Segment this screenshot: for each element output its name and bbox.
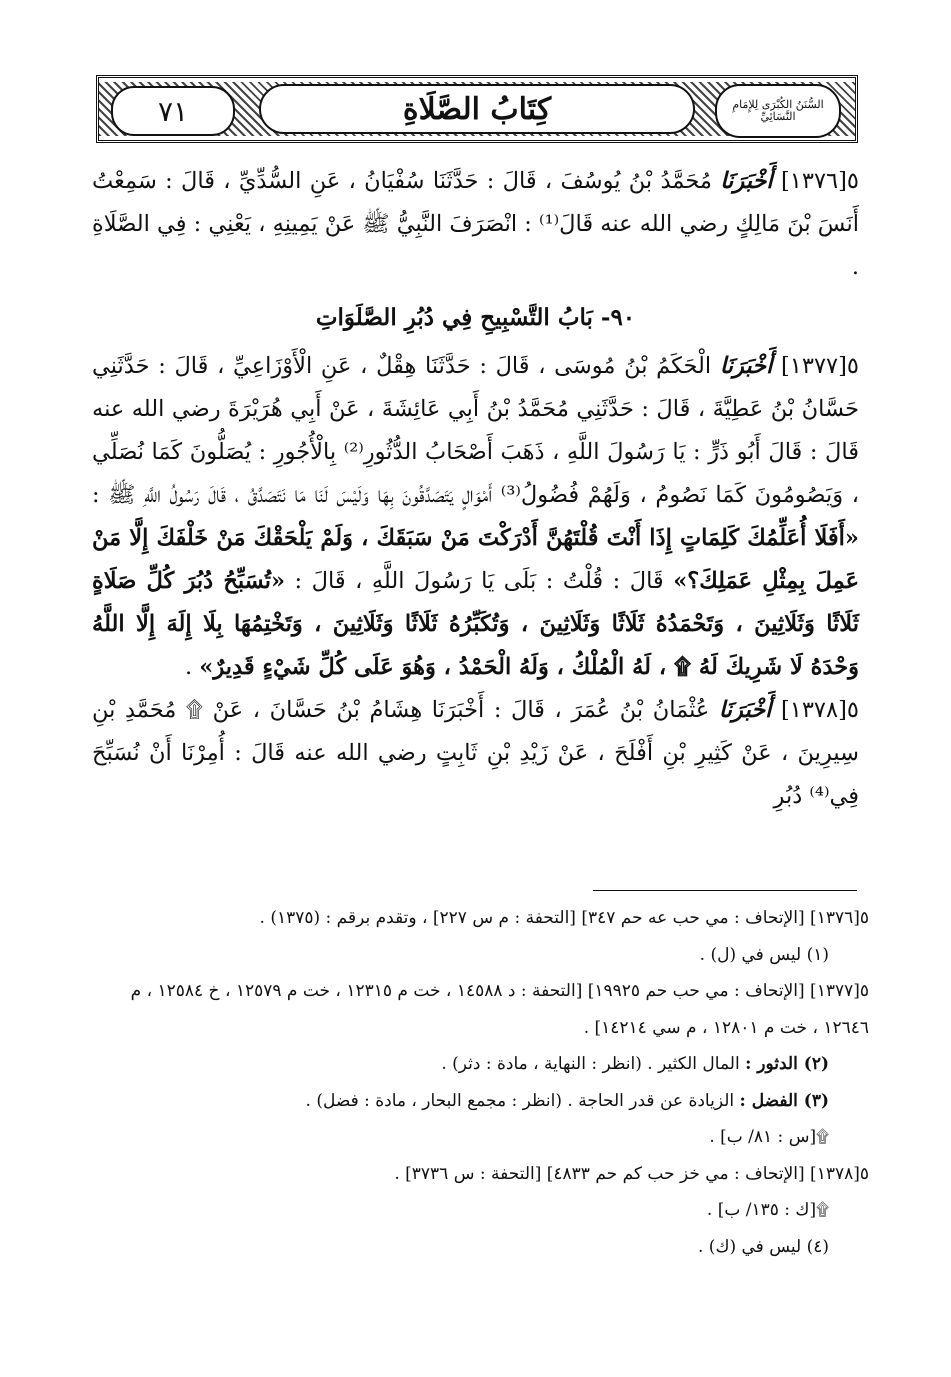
hadith-end: . (184, 654, 193, 680)
akhbarana: أَخْبَرَنَا (718, 697, 772, 723)
hadith-text: الْحَكَمُ بْنُ مُوسَى ، قَالَ : حَدَّثَنَا هِقْلٌ ، عَنِ الْأَوْزَاعِيِّ ، قَالَ : حَدَّثَنِي حَسَّانُ بْنُ عَطِيَّةَ ، قَالَ : حَدَّثَنِي مُحَمَّدُ بْنُ أَبِي عَائِشَةَ ، عَنْ أَبِي هُرَيْرَةَ رضي الله عنه قَالَ : قَالَ أَبُو ذَرٍّ : يَا رَسُولَ اللَّهِ ، ذَهَبَ أَصْحَابُ الدُّثُورِ⁽²⁾ بِالْأُجُورِ : يُصَلُّونَ كَمَا نُصَلِّي ، وَيَصُومُونَ كَمَا نَصُومُ ، وَلَهُمْ فُضُولُ⁽³⁾ أَمْوَالٍ يَتَصَدَّقُونَ بِهَا وَلَيْسَ لَنَا مَا نَتَصَدَّقُ ، قَالَ رَسُولُ اللَّهِ ﷺ : (92, 353, 859, 508)
footnote (92, 900, 869, 937)
footnote-text: ۩[س : ٨١/ ب] . (709, 1127, 829, 1147)
footnote-term: (٣) الفضل : (739, 1090, 829, 1111)
footnote-divider (593, 890, 857, 891)
hadith-number: ٥[١٣٧٦] (781, 168, 859, 194)
footnote-text: ٥[١٣٧٨] [الإتحاف : مي خز حب كم حم ٤٨٣٣] [التحفة : س ٣٧٣٦] . (394, 1163, 869, 1184)
footnote-text: المال الكثير . (انظر : النهاية ، مادة : دثر) . (441, 1054, 740, 1074)
akhbarana: أَخْبَرَنَا (719, 353, 773, 379)
page-header (96, 75, 858, 143)
footnote (92, 1046, 869, 1083)
prophet-saying: «تُسَبِّحُ دُبُرَ كُلِّ صَلَاةٍ ثَلَاثًا وَثَلَاثِينَ ، وَتَحْمَدُهُ ثَلَاثًا وَثَلَاثِينَ ، وَتُكَبِّرُهُ ثَلَاثًا وَثَلَاثِينَ ، وَتَخْتِمُهَا بِلَا إِلَهَ إِلَّا اللَّهُ وَحْدَهُ لَا شَرِيكَ لَهُ ۩ ، لَهُ الْمُلْكُ ، وَلَهُ الْحَمْدُ ، وَهُوَ عَلَى كُلِّ شَيْءٍ قَدِيرٌ» (92, 568, 859, 680)
footnote-text: الزيادة عن قدر الحاجة . (انظر : مجمع البحار ، مادة : فضل) . (305, 1090, 735, 1111)
prophet-saying: «أَفَلَا أُعَلِّمُكَ كَلِمَاتٍ إِذَا أَنْتَ قُلْتَهُنَّ أَدْرَكْتَ مَنْ سَبَقَكَ ، وَلَمْ يَلْحَقْكَ مَنْ خَلْفَكَ إِلَّا مَنْ عَمِلَ بِمِثْلِ عَمَلِكَ؟» (92, 525, 860, 594)
seal-text: السُّنَنُ الكُبْرَى لِلإِمَامِ النَّسَائِيِّ (732, 98, 824, 123)
hadith-text: قَالَ : قُلْتُ : بَلَى يَا رَسُولَ اللَّهِ ، قَالَ : (294, 568, 664, 594)
akhbarana: أَخْبَرَنَا (720, 168, 773, 194)
hadith-number: ٥[١٣٧٨] (780, 697, 859, 723)
page-number-oval (111, 86, 235, 136)
footnote-text: ٥[١٣٧٧] [الإتحاف : مي حب حم ١٩٩٢٥] [التحفة : د ١٤٥٨٨ ، خت م ١٢٣١٥ ، خت م ١٢٥٧٩ ، خ ١٢٥٨٤ ، م ١٢٦٤٦ ، خت م ١٢٨٠١ ، م سي ١٤٢١٤] . (130, 981, 869, 1038)
hadith-text: مُحَمَّدُ بْنُ يُوسُفَ ، قَالَ : حَدَّثَنَا سُفْيَانُ ، عَنِ السُّدِّيِّ ، قَالَ : سَمِعْتُ أَنَسَ بْنَ مَالِكٍ رضي الله عنه قَالَ⁽¹⁾ : انْصَرَفَ النَّبِيُّ ﷺ عَنْ يَمِينِهِ ، يَعْنِي : فِي الصَّلَاةِ . (92, 168, 859, 280)
footnote-text: (١) ليس في (ل) . (699, 944, 829, 965)
title-cartouche (259, 84, 695, 134)
footnotes (92, 900, 869, 1265)
hadith-1378 (92, 689, 859, 818)
footnote (92, 1119, 869, 1156)
footnote (92, 937, 869, 974)
hadith-text: عُثْمَانُ بْنُ عُمَرَ ، قَالَ : أَخْبَرَنَا هِشَامُ بْنُ حَسَّانَ ، عَنْ ۩ مُحَمَّدِ بْنِ سِيرِينَ ، عَنْ كَثِيرِ بْنِ أَفْلَحَ ، عَنْ زَيْدِ بْنِ ثَابِتٍ رضي الله عنه قَالَ : أُمِرْنَا أَنْ نُسَبِّحَ فِي⁽⁴⁾ دُبُرِ (92, 697, 859, 809)
footnote (92, 1156, 869, 1193)
page-title: كِتَابُ الصَّلَاةِ (402, 91, 552, 127)
hadith-number: ٥[١٣٧٧] (781, 353, 859, 379)
seal-logo (715, 84, 841, 138)
footnote (92, 973, 869, 1046)
footnote-text: ٥[١٣٧٦] [الإتحاف : مي حب عه حم ٣٤٧] [التحفة : م س ٢٢٧] ، وتقدم برقم : (١٣٧٥) . (259, 908, 869, 928)
hadith-1376 (92, 160, 859, 289)
footnote (92, 1083, 869, 1120)
main-text (92, 160, 859, 818)
hadith-1377 (92, 345, 859, 689)
footnote (92, 1192, 869, 1229)
footnote-term: (٢) الدثور : (745, 1054, 829, 1074)
footnote-text: ۩[ك : ١٣٥/ ب] . (706, 1200, 829, 1220)
footnote-text: (٤) ليس في (ك) . (698, 1236, 829, 1257)
footnote (92, 1229, 869, 1266)
chapter-heading: ٩٠- بَابُ التَّسْبِيحِ فِي دُبُرِ الصَّلَوَاتِ (315, 304, 636, 331)
page-number: ٧١ (157, 94, 189, 128)
